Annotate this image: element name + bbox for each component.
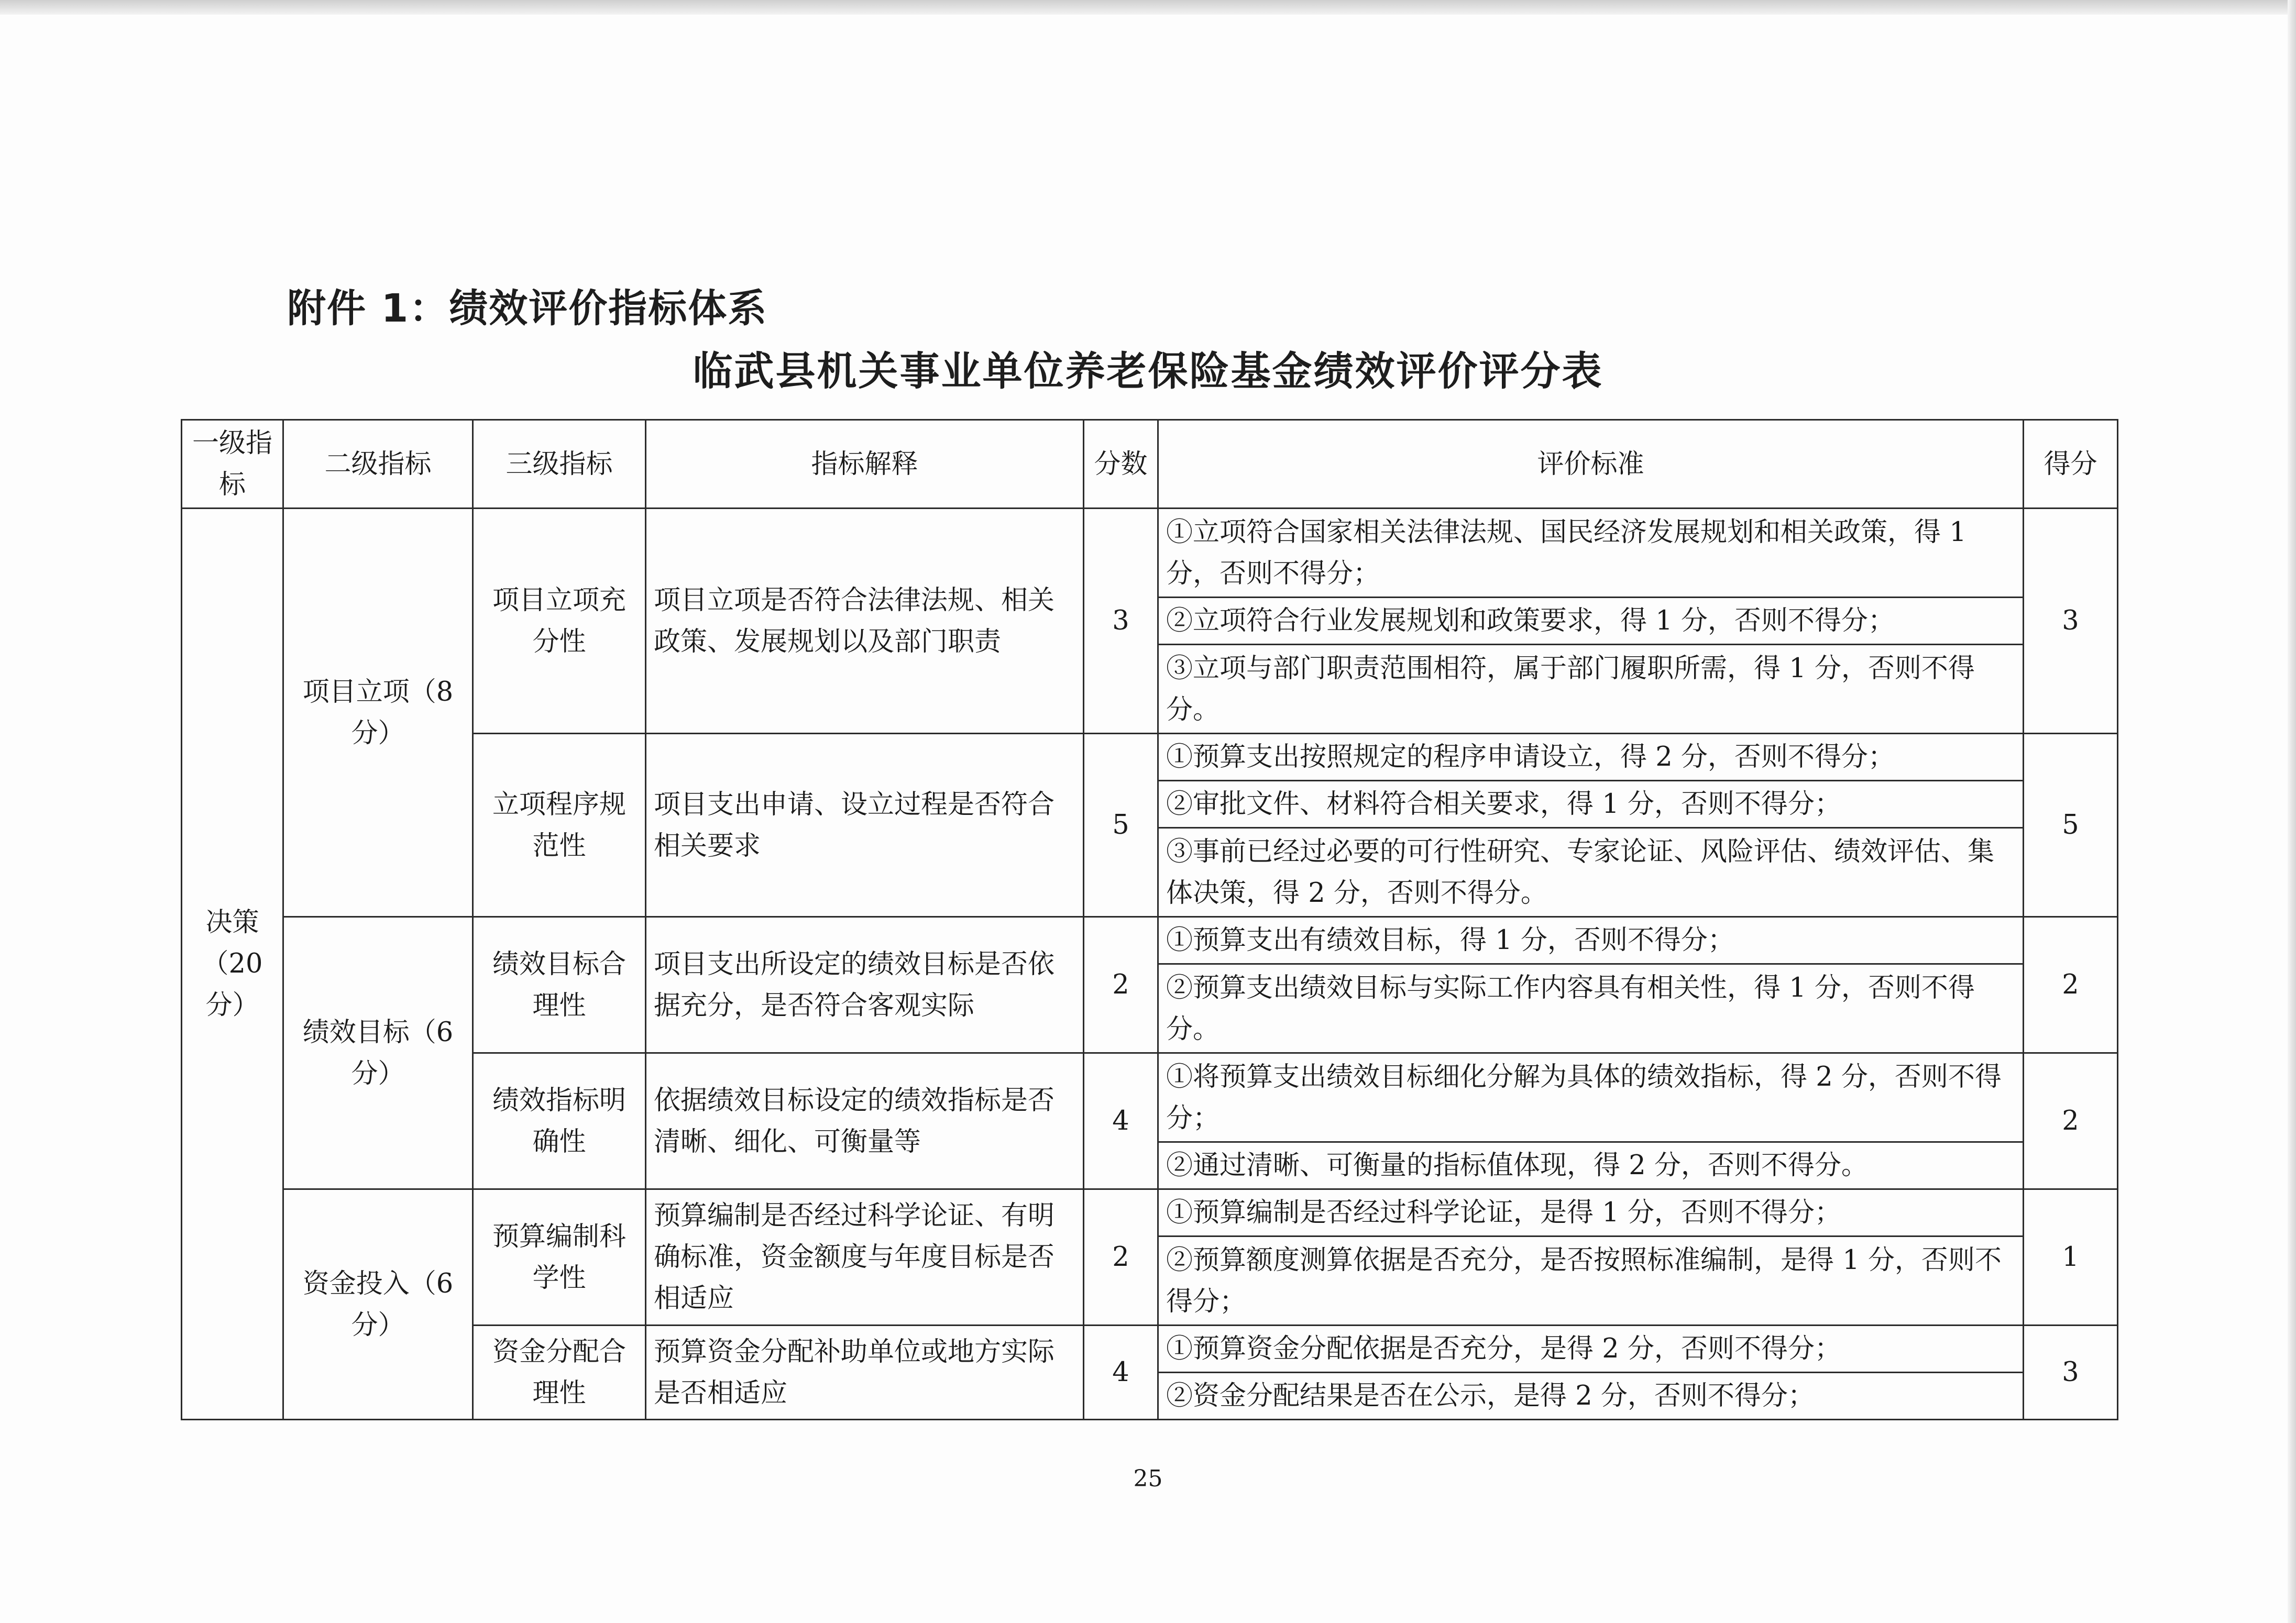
level3-cell: 资金分配合理性 <box>473 1326 646 1420</box>
points-cell: 5 <box>1084 734 1158 917</box>
criterion-cell: ②预算额度测算依据是否充分，是否按照标准编制，是得 1 分，否则不得分； <box>1158 1236 2024 1326</box>
criterion-cell: ①预算编制是否经过科学论证，是得 1 分，否则不得分； <box>1158 1189 2024 1236</box>
header-explanation: 指标解释 <box>646 420 1084 509</box>
criterion-cell: ②立项符合行业发展规划和政策要求，得 1 分，否则不得分； <box>1158 598 2024 645</box>
criterion-cell: ②资金分配结果是否在公示，是得 2 分，否则不得分； <box>1158 1373 2024 1420</box>
criterion-cell: ③事前已经过必要的可行性研究、专家论证、风险评估、绩效评估、集体决策，得 2 分，否则不得分。 <box>1158 828 2024 917</box>
explanation-cell: 依据绩效目标设定的绩效指标是否清晰、细化、可衡量等 <box>646 1053 1084 1189</box>
points-cell: 2 <box>1084 917 1158 1053</box>
criterion-cell: ②预算支出绩效目标与实际工作内容具有相关性，得 1 分，否则不得分。 <box>1158 964 2024 1053</box>
level2-cell: 项目立项（8 分） <box>283 509 473 917</box>
explanation-cell: 项目支出申请、设立过程是否符合相关要求 <box>646 734 1084 917</box>
level3-cell: 预算编制科学性 <box>473 1189 646 1326</box>
score-cell: 2 <box>2024 1053 2118 1189</box>
score-cell: 2 <box>2024 917 2118 1053</box>
points-cell: 4 <box>1084 1053 1158 1189</box>
points-cell: 2 <box>1084 1189 1158 1326</box>
explanation-cell: 项目立项是否符合法律法规、相关政策、发展规划以及部门职责 <box>646 509 1084 734</box>
score-cell: 3 <box>2024 1326 2118 1420</box>
score-cell: 3 <box>2024 509 2118 734</box>
table-row <box>182 1189 2118 1236</box>
level3-cell: 立项程序规范性 <box>473 734 646 917</box>
evaluation-score-table <box>181 419 2118 1420</box>
criterion-cell: ①立项符合国家相关法律法规、国民经济发展规划和相关政策，得 1 分，否则不得分； <box>1158 509 2024 598</box>
explanation-cell: 项目支出所设定的绩效目标是否依据充分，是否符合客观实际 <box>646 917 1084 1053</box>
table-row <box>182 509 2118 598</box>
scan-edge-top <box>0 0 2296 15</box>
header-level1: 一级指标 <box>182 420 283 509</box>
criterion-cell: ③立项与部门职责范围相符，属于部门履职所需，得 1 分，否则不得分。 <box>1158 645 2024 734</box>
page-number: 25 <box>1133 1465 1163 1492</box>
criterion-cell: ②通过清晰、可衡量的指标值体现，得 2 分，否则不得分。 <box>1158 1142 2024 1189</box>
attachment-heading: 附件 1：绩效评价指标体系 <box>287 286 768 331</box>
table-header-row <box>182 420 2118 509</box>
level3-cell: 绩效指标明确性 <box>473 1053 646 1189</box>
table-row <box>182 917 2118 964</box>
header-score: 得分 <box>2024 420 2118 509</box>
document-title: 临武县机关事业单位养老保险基金绩效评价评分表 <box>693 348 1603 394</box>
level1-cell: 决策（20 分） <box>182 509 283 1420</box>
criterion-cell: ①预算资金分配依据是否充分，是得 2 分，否则不得分； <box>1158 1326 2024 1373</box>
criterion-cell: ①预算支出按照规定的程序申请设立，得 2 分，否则不得分； <box>1158 734 2024 781</box>
points-cell: 4 <box>1084 1326 1158 1420</box>
level3-cell: 项目立项充分性 <box>473 509 646 734</box>
criterion-cell: ②审批文件、材料符合相关要求，得 1 分，否则不得分； <box>1158 781 2024 828</box>
explanation-cell: 预算编制是否经过科学论证、有明确标准，资金额度与年度目标是否相适应 <box>646 1189 1084 1326</box>
header-criteria: 评价标准 <box>1158 420 2024 509</box>
points-cell: 3 <box>1084 509 1158 734</box>
level2-cell: 绩效目标（6 分） <box>283 917 473 1189</box>
level3-cell: 绩效目标合理性 <box>473 917 646 1053</box>
level2-cell: 资金投入（6 分） <box>283 1189 473 1420</box>
header-level2: 二级指标 <box>283 420 473 509</box>
score-cell: 5 <box>2024 734 2118 917</box>
criterion-cell: ①预算支出有绩效目标，得 1 分，否则不得分； <box>1158 917 2024 964</box>
criterion-cell: ①将预算支出绩效目标细化分解为具体的绩效指标，得 2 分，否则不得分； <box>1158 1053 2024 1142</box>
scan-edge-right <box>2288 0 2296 1623</box>
header-level3: 三级指标 <box>473 420 646 509</box>
header-points: 分数 <box>1084 420 1158 509</box>
explanation-cell: 预算资金分配补助单位或地方实际是否相适应 <box>646 1326 1084 1420</box>
score-cell: 1 <box>2024 1189 2118 1326</box>
